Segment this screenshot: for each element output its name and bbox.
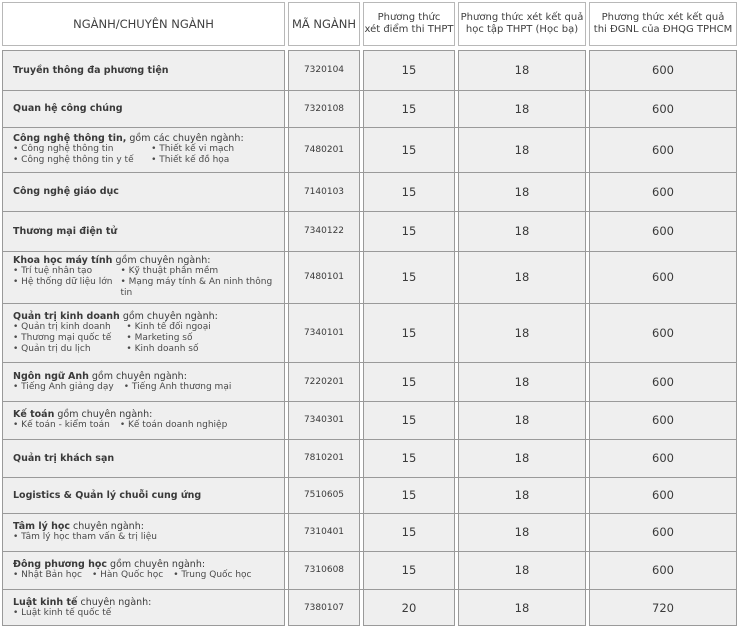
table-row xyxy=(2,362,737,401)
hocba-score-cell-value: 18 xyxy=(514,101,530,116)
hocba-score-cell-value: 18 xyxy=(514,451,530,465)
specialization-item: • Kinh tế đối ngoại xyxy=(126,321,211,332)
specialization-item: • Kỹ thuật phần mềm xyxy=(120,266,219,276)
thpt-score-cell-value: 15 xyxy=(401,184,417,199)
major-text xyxy=(13,453,114,464)
major-title xyxy=(13,490,201,501)
major-cell xyxy=(2,127,285,172)
thpt-score-cell-value: 15 xyxy=(401,142,417,157)
major-text xyxy=(13,133,244,166)
major-title xyxy=(13,597,151,608)
specialization-item: • Trung Quốc học xyxy=(173,570,252,580)
major-cell xyxy=(2,401,285,439)
thpt-score-cell xyxy=(363,303,455,362)
hocba-score-cell-value: 18 xyxy=(514,525,530,539)
hocba-score-cell-value: 18 xyxy=(514,142,530,157)
thpt-score-cell-value: 20 xyxy=(401,600,417,615)
major-name: Khoa học máy tính xyxy=(13,255,113,266)
code-cell xyxy=(288,303,360,362)
dgnl-score-cell-value: 600 xyxy=(652,101,674,116)
code-cell-value: 7340122 xyxy=(303,226,345,236)
major-text xyxy=(13,521,157,543)
hocba-score-cell-value: 18 xyxy=(514,413,530,427)
hocba-score-cell xyxy=(458,589,586,626)
dgnl-score-cell-value: 600 xyxy=(652,525,674,539)
major-name: Ngôn ngữ Anh xyxy=(13,370,89,382)
thpt-score-cell-value: 15 xyxy=(401,101,417,116)
specialization-item: • Quản trị du lịch xyxy=(13,343,91,354)
dgnl-score-cell xyxy=(589,127,737,172)
thpt-score-cell xyxy=(363,211,455,251)
major-text xyxy=(13,490,201,501)
major-note: gồm chuyên ngành: xyxy=(88,370,187,382)
hocba-score-cell xyxy=(458,401,586,439)
code-cell xyxy=(288,211,360,251)
dgnl-score-cell xyxy=(589,439,737,477)
major-title xyxy=(13,186,119,197)
code-cell xyxy=(288,90,360,127)
code-cell xyxy=(288,362,360,401)
dgnl-score-cell xyxy=(589,589,737,626)
dgnl-score-cell xyxy=(589,477,737,513)
thpt-score-cell-value: 15 xyxy=(401,224,417,238)
table-row xyxy=(2,401,737,439)
thpt-score-cell-value: 15 xyxy=(401,374,417,389)
hocba-score-cell xyxy=(458,551,586,589)
major-cell xyxy=(2,90,285,127)
thpt-score-cell xyxy=(363,251,455,303)
major-text xyxy=(13,255,285,299)
major-title xyxy=(13,453,114,464)
hocba-score-cell-value: 18 xyxy=(514,488,530,502)
major-name: Logistics & Quản lý chuỗi cung ứng xyxy=(13,489,202,501)
hocba-score-cell-value: 18 xyxy=(514,224,530,238)
thpt-score-cell xyxy=(363,513,455,551)
table-row xyxy=(2,90,737,127)
dgnl-score-cell xyxy=(589,251,737,303)
hocba-score-cell xyxy=(458,303,586,362)
dgnl-score-cell xyxy=(589,513,737,551)
dgnl-score-cell xyxy=(589,172,737,211)
specialization-item: • Hàn Quốc học xyxy=(91,570,164,580)
thpt-score-cell-value: 15 xyxy=(401,451,417,465)
hocba-score-cell-value: 18 xyxy=(514,270,530,284)
specialization-item: • Hệ thống dữ liệu lớn xyxy=(13,277,113,287)
code-cell-value: 7810201 xyxy=(303,453,345,463)
table-row xyxy=(2,513,737,551)
dgnl-score-cell-value: 600 xyxy=(652,325,674,340)
code-cell-value: 7510605 xyxy=(303,490,345,500)
thpt-score-cell xyxy=(363,362,455,401)
specialization-item: • Tiếng Anh thương mại xyxy=(123,381,232,392)
thpt-score-cell-value: 15 xyxy=(401,270,417,284)
table-row xyxy=(2,551,737,589)
code-cell-value: 7310401 xyxy=(303,527,345,537)
specialization-list xyxy=(13,608,151,619)
specialization-item: • Trí tuệ nhân tạo xyxy=(13,266,93,276)
major-text xyxy=(13,597,151,619)
dgnl-score-cell-value: 600 xyxy=(652,270,674,284)
dgnl-score-cell xyxy=(589,401,737,439)
specialization-item: • Thương mại quốc tế xyxy=(13,332,112,343)
thpt-score-cell xyxy=(363,90,455,127)
code-cell-value: 7480201 xyxy=(303,144,345,155)
thpt-score-cell-value: 15 xyxy=(401,325,417,340)
code-cell-value: 7310608 xyxy=(303,565,345,575)
code-cell xyxy=(288,127,360,172)
dgnl-score-cell xyxy=(589,90,737,127)
hocba-score-cell xyxy=(458,362,586,401)
major-cell xyxy=(2,513,285,551)
table-row xyxy=(2,251,737,303)
major-name: Quản trị kinh doanh xyxy=(13,310,120,322)
specialization-item: • Mạng máy tính & An ninh thông tin xyxy=(120,277,273,298)
major-name: Tâm lý học xyxy=(13,521,71,532)
code-cell-value: 7340301 xyxy=(303,415,345,425)
major-text xyxy=(13,371,231,393)
specialization-item: • Tiếng Anh giảng dạy xyxy=(13,381,114,392)
thpt-score-cell xyxy=(363,50,455,90)
dgnl-score-cell-value: 600 xyxy=(652,451,674,465)
dgnl-score-cell xyxy=(589,303,737,362)
major-note: gồm chuyên ngành: xyxy=(107,559,206,570)
hocba-score-cell xyxy=(458,90,586,127)
hocba-score-cell xyxy=(458,172,586,211)
hocba-score-cell xyxy=(458,439,586,477)
code-cell xyxy=(288,50,360,90)
major-name: Kế toán xyxy=(13,409,55,420)
thpt-score-cell xyxy=(363,477,455,513)
specialization-item: • Nhật Bản học xyxy=(13,570,82,580)
major-note: gồm các chuyên ngành: xyxy=(126,133,244,144)
hocba-score-cell-value: 18 xyxy=(514,63,530,77)
table-row xyxy=(2,50,737,90)
major-title xyxy=(13,371,231,382)
major-cell xyxy=(2,362,285,401)
thpt-score-cell xyxy=(363,172,455,211)
major-name: Quản trị khách sạn xyxy=(13,452,115,464)
header-code: MÃ NGÀNH xyxy=(288,2,360,46)
major-name: Quan hệ công chúng xyxy=(13,103,123,114)
major-name: Công nghệ thông tin, xyxy=(13,133,127,144)
major-cell xyxy=(2,551,285,589)
code-cell xyxy=(288,251,360,303)
specialization-item: • Công nghệ thông tin y tế xyxy=(13,155,134,165)
table-row xyxy=(2,439,737,477)
table-row xyxy=(2,303,737,362)
major-name: Công nghệ giáo dục xyxy=(13,186,119,197)
specialization-list xyxy=(13,382,231,393)
dgnl-score-cell-value: 600 xyxy=(652,413,674,427)
dgnl-score-cell-value: 600 xyxy=(652,142,674,157)
table-row xyxy=(2,477,737,513)
hocba-score-cell xyxy=(458,477,586,513)
major-text xyxy=(13,65,169,76)
dgnl-score-cell xyxy=(589,362,737,401)
major-text xyxy=(13,559,252,581)
code-cell xyxy=(288,477,360,513)
specialization-list xyxy=(13,570,252,581)
code-cell-value: 7480101 xyxy=(303,272,345,282)
specialization-item: • Kế toán doanh nghiệp xyxy=(119,420,228,430)
major-name: Đông phương học xyxy=(13,559,108,570)
specialization-item: • Quản trị kinh doanh xyxy=(13,321,111,332)
major-name: Thương mại điện tử xyxy=(13,225,118,237)
thpt-score-cell-value: 15 xyxy=(401,413,417,427)
specialization-item: • Marketing số xyxy=(126,332,193,343)
specialization-list xyxy=(13,322,218,355)
header-hocba: Phương thức xét kết quả học tập THPT (Học bạ) xyxy=(458,2,586,46)
major-note: gồm chuyên ngành: xyxy=(119,310,218,322)
hocba-score-cell xyxy=(458,211,586,251)
major-text xyxy=(13,409,227,431)
major-text xyxy=(13,186,119,197)
thpt-score-cell xyxy=(363,127,455,172)
dgnl-score-cell-value: 720 xyxy=(652,600,674,615)
code-cell-value: 7340101 xyxy=(303,327,345,338)
major-title xyxy=(13,409,227,420)
dgnl-score-cell-value: 600 xyxy=(652,224,674,238)
major-text xyxy=(13,103,123,114)
code-cell xyxy=(288,172,360,211)
dgnl-score-cell xyxy=(589,50,737,90)
major-name: Luật kinh tế xyxy=(13,596,78,608)
specialization-item: • Thiết kế đồ họa xyxy=(151,155,230,165)
hocba-score-cell xyxy=(458,127,586,172)
table-body xyxy=(2,50,737,626)
table-row xyxy=(2,589,737,626)
major-note: chuyên ngành: xyxy=(70,521,144,532)
thpt-score-cell xyxy=(363,439,455,477)
major-note: gồm chuyên ngành: xyxy=(112,255,211,266)
code-cell-value: 7380107 xyxy=(303,602,345,613)
major-title xyxy=(13,103,123,114)
admission-table xyxy=(2,2,737,626)
specialization-item: • Thiết kế vi mạch xyxy=(151,144,235,154)
thpt-score-cell-value: 15 xyxy=(401,525,417,539)
major-cell xyxy=(2,251,285,303)
dgnl-score-cell-value: 600 xyxy=(652,563,674,577)
specialization-item: • Kinh doanh số xyxy=(126,343,199,354)
code-cell xyxy=(288,551,360,589)
thpt-score-cell xyxy=(363,551,455,589)
code-cell xyxy=(288,589,360,626)
specialization-list xyxy=(13,266,285,299)
major-name: Truyền thông đa phương tiện xyxy=(13,64,169,76)
code-cell-value: 7220201 xyxy=(303,376,345,387)
major-note: gồm chuyên ngành: xyxy=(54,409,153,420)
major-title xyxy=(13,65,169,76)
hocba-score-cell-value: 18 xyxy=(514,600,530,615)
code-cell-value: 7320108 xyxy=(303,103,345,114)
dgnl-score-cell xyxy=(589,551,737,589)
thpt-score-cell xyxy=(363,401,455,439)
major-cell xyxy=(2,477,285,513)
code-cell xyxy=(288,513,360,551)
specialization-item: • Công nghệ thông tin xyxy=(13,144,114,154)
thpt-score-cell-value: 15 xyxy=(401,488,417,502)
table-header xyxy=(2,2,737,46)
hocba-score-cell-value: 18 xyxy=(514,325,530,340)
table-row xyxy=(2,211,737,251)
specialization-list xyxy=(13,420,227,431)
specialization-item: • Tâm lý học tham vấn & trị liệu xyxy=(13,532,157,542)
major-cell xyxy=(2,303,285,362)
dgnl-score-cell-value: 600 xyxy=(652,184,674,199)
major-cell xyxy=(2,172,285,211)
major-note: chuyên ngành: xyxy=(77,596,152,608)
hocba-score-cell-value: 18 xyxy=(514,374,530,389)
major-title xyxy=(13,133,244,144)
thpt-score-cell-value: 15 xyxy=(401,563,417,577)
major-text xyxy=(13,226,117,237)
table-row xyxy=(2,127,737,172)
hocba-score-cell-value: 18 xyxy=(514,184,530,199)
major-text xyxy=(13,311,218,355)
specialization-item: • Luật kinh tế quốc tế xyxy=(13,607,112,618)
major-title xyxy=(13,521,157,532)
specialization-item: • Kế toán - kiểm toán xyxy=(13,420,110,430)
specialization-list xyxy=(13,144,244,166)
major-cell xyxy=(2,439,285,477)
table-row xyxy=(2,172,737,211)
major-title xyxy=(13,559,252,570)
hocba-score-cell xyxy=(458,513,586,551)
major-title xyxy=(13,226,117,237)
specialization-list xyxy=(13,532,157,543)
major-title xyxy=(13,255,285,266)
major-title xyxy=(13,311,218,322)
hocba-score-cell-value: 18 xyxy=(514,563,530,577)
header-thpt: Phương thức xét điểm thi THPT xyxy=(363,2,455,46)
header-major: NGÀNH/CHUYÊN NGÀNH xyxy=(2,2,285,46)
code-cell xyxy=(288,439,360,477)
dgnl-score-cell-value: 600 xyxy=(652,374,674,389)
code-cell-value: 7320104 xyxy=(303,65,345,75)
header-dgnl: Phương thức xét kết quả thi ĐGNL của ĐHQG TPHCM xyxy=(589,2,737,46)
hocba-score-cell xyxy=(458,50,586,90)
hocba-score-cell xyxy=(458,251,586,303)
major-cell xyxy=(2,50,285,90)
major-cell xyxy=(2,211,285,251)
thpt-score-cell-value: 15 xyxy=(401,63,417,77)
thpt-score-cell xyxy=(363,589,455,626)
major-cell xyxy=(2,589,285,626)
dgnl-score-cell-value: 600 xyxy=(652,63,674,77)
dgnl-score-cell xyxy=(589,211,737,251)
dgnl-score-cell-value: 600 xyxy=(652,488,674,502)
code-cell-value: 7140103 xyxy=(303,186,345,197)
code-cell xyxy=(288,401,360,439)
